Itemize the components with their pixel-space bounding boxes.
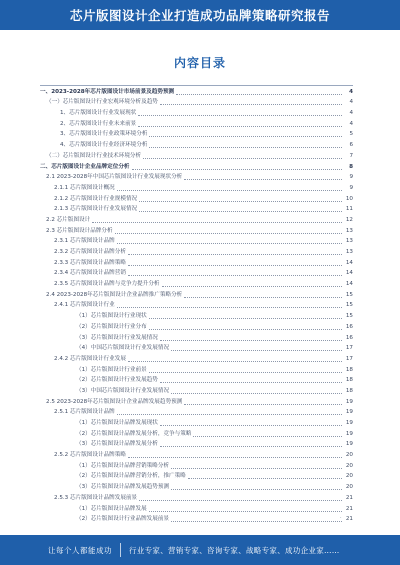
toc-entry-page: 14 xyxy=(345,270,353,277)
toc-entry-title: （一）芯片版图设计行业宏观环境分析及趋势 xyxy=(46,99,158,106)
toc-entry-title: （2）芯片版图设计行业发展趋势 xyxy=(76,377,158,384)
toc-entry[interactable] xyxy=(40,225,353,236)
toc-leader-dots xyxy=(171,521,342,522)
toc-entry-page: 21 xyxy=(345,505,353,512)
toc-entry-title: 2.3.4 芯片版图设计品牌营销 xyxy=(54,270,126,277)
toc-entry-page: 20 xyxy=(345,462,353,469)
toc-entry-title: 2.5 2023-2028年芯片版图设计企业品牌发展趋势预测 xyxy=(46,398,183,405)
toc-entry[interactable] xyxy=(40,204,353,215)
toc-entry-title: （2）芯片版图设计品牌营销分析，推广策略 xyxy=(76,473,186,480)
toc-entry-title: 4、芯片版图设计行业经济环境分析 xyxy=(60,142,148,149)
toc-entry[interactable] xyxy=(40,396,353,407)
toc-leader-dots xyxy=(117,414,342,415)
toc-entry[interactable] xyxy=(40,460,353,471)
toc-leader-dots xyxy=(160,425,342,426)
toc-entry[interactable] xyxy=(40,257,353,268)
toc-entry-page: 16 xyxy=(345,323,353,330)
toc-entry-title: （1）芯片版图设计行业现状 xyxy=(76,313,147,320)
toc-entry-page: 13 xyxy=(345,227,353,234)
toc-leader-dots xyxy=(184,297,342,298)
toc-entry-title: 2.1.2 芯片版图设计行业规模情况 xyxy=(54,195,138,202)
toc-entry-page: 15 xyxy=(345,313,353,320)
toc-entry-title: 2.5.3 芯片版图设计品牌发展前景 xyxy=(54,494,138,501)
toc-entry[interactable] xyxy=(40,214,353,225)
toc-leader-dots xyxy=(117,243,342,244)
report-title: 芯片版图设计企业打造成功品牌策略研究报告 xyxy=(69,8,330,23)
toc-entry-title: 3、芯片版图设计行业政策环境分析 xyxy=(60,131,148,138)
toc-entry-title: 2.4 2023-2028年芯片版图设计企业品牌推广策略分析 xyxy=(46,291,183,298)
toc-leader-dots xyxy=(128,361,342,362)
toc-entry-page: 16 xyxy=(345,334,353,341)
toc-entry[interactable] xyxy=(40,481,353,492)
toc-entry-title: 1、芯片版图设计行业发展现状 xyxy=(60,110,137,117)
toc-leader-dots xyxy=(160,104,342,105)
toc-entry-page: 19 xyxy=(345,409,353,416)
toc-leader-dots xyxy=(139,211,342,212)
toc-entry[interactable] xyxy=(40,428,353,439)
toc-leader-dots xyxy=(132,169,342,170)
toc-leader-dots xyxy=(171,393,342,394)
toc-entry-page: 19 xyxy=(345,441,353,448)
toc-entry-title: （1）芯片版图设计行业前景 xyxy=(76,366,147,373)
toc-entry-title: （1）芯片版图设计品牌发展现状 xyxy=(76,420,158,426)
toc-leader-dots xyxy=(117,190,342,191)
toc-entry-title: 2.1.1 芯片版图设计概况 xyxy=(54,184,115,191)
toc-entry[interactable] xyxy=(40,353,353,364)
toc-leader-dots xyxy=(193,436,342,437)
toc-entry[interactable] xyxy=(40,385,353,396)
toc-entry-title: （3）中国芯片版图设计行业发展情况 xyxy=(76,387,170,394)
toc-entry-page: 15 xyxy=(345,291,353,298)
toc-entry-page: 18 xyxy=(345,377,353,384)
toc-entry-title: 2、芯片版图设计行业未来前景 xyxy=(60,120,137,127)
toc-entry-title: 2.4.1 芯片版图设计行业 xyxy=(54,302,115,309)
toc-entry-title: （1）芯片版图设计品牌营销策略分析 xyxy=(76,462,170,469)
toc-entry-page: 14 xyxy=(345,281,353,288)
toc-entry-page: 20 xyxy=(345,452,353,459)
toc-leader-dots xyxy=(115,233,342,234)
toc-entry[interactable] xyxy=(40,97,353,108)
toc-entry-title: （2）芯片版图设计行业分布 xyxy=(76,323,147,330)
toc-entry-page: 20 xyxy=(345,484,353,491)
toc-leader-dots xyxy=(117,307,342,308)
toc-entry-page: 12 xyxy=(345,216,353,223)
footer-slogan: 让每个人都能成功 xyxy=(48,545,112,555)
toc-entry[interactable] xyxy=(40,503,353,514)
toc-leader-dots xyxy=(188,478,342,479)
toc-leader-dots xyxy=(128,254,342,255)
toc-entry-page: 21 xyxy=(345,516,353,523)
toc-entry[interactable] xyxy=(40,514,353,525)
toc-entry-title: 二、芯片版图设计企业品牌定位分析 xyxy=(40,163,130,170)
toc-entry-title: 2.2 芯片版图设计 xyxy=(46,216,91,223)
toc-entry-title: （3）芯片版图设计行业发展情况 xyxy=(76,334,158,341)
toc-entry-title: 一、2023-2028年芯片版图设计市场前景及趋势预测 xyxy=(40,88,175,95)
toc-entry-page: 21 xyxy=(345,494,353,501)
report-footer-bar xyxy=(0,535,400,565)
toc-entry[interactable] xyxy=(40,172,353,183)
toc-entry[interactable] xyxy=(40,289,353,300)
toc-entry-title: 2.3.1 芯片版图设计品牌 xyxy=(54,238,115,245)
toc-entry-title: 2.3.2 芯片版图设计品牌分析 xyxy=(54,249,126,255)
toc-entry-page: 4 xyxy=(349,120,353,127)
toc-leader-dots xyxy=(149,372,342,373)
toc-heading: 内容目录 xyxy=(173,56,226,70)
toc-entry[interactable] xyxy=(40,182,353,193)
toc-entry[interactable] xyxy=(40,246,353,257)
toc-entry[interactable] xyxy=(40,375,353,386)
toc-entry-page: 8 xyxy=(349,163,353,170)
footer-services: 行业专家、营销专家、咨询专家、战略专家、成功企业家…… xyxy=(129,545,340,555)
toc-entry-page: 4 xyxy=(349,99,353,106)
toc-entry-title: 2.3.5 芯片版图设计品牌与竞争力提升分析 xyxy=(54,281,160,288)
toc-entry-page: 9 xyxy=(349,184,353,191)
toc-leader-dots xyxy=(184,404,342,405)
toc-leader-dots xyxy=(149,147,342,148)
toc-entry-title: （二）芯片版图设计行业技术环境分析 xyxy=(46,152,142,159)
toc-entry-page: 6 xyxy=(349,142,353,149)
toc-entry-page: 20 xyxy=(345,473,353,480)
toc-entry-title: 2.4.2 芯片版图设计行业发展 xyxy=(54,355,126,362)
toc-entry[interactable] xyxy=(40,364,353,375)
toc-entry-title: （2）芯片版图设计行业品牌发展前景 xyxy=(76,516,170,523)
toc-entry-title: 2.1.3 芯片版图设计行业发展情况 xyxy=(54,206,138,213)
toc-leader-dots xyxy=(149,136,342,137)
toc-leader-dots xyxy=(128,275,342,276)
toc-entry-title: （3）芯片版图设计品牌发展趋势预测 xyxy=(76,484,170,491)
toc-leader-dots xyxy=(139,500,342,501)
toc-leader-dots xyxy=(149,318,342,319)
toc-entry-page: 4 xyxy=(349,110,353,117)
toc-entry-page: 17 xyxy=(345,355,353,362)
toc-entry[interactable] xyxy=(40,193,353,204)
report-header-bar xyxy=(0,0,400,30)
toc-entry-title: 2.5.1 芯片版图设计品牌 xyxy=(54,409,115,416)
toc-entry-title: （1）芯片版图设计品牌发展 xyxy=(76,505,147,512)
toc-entry[interactable] xyxy=(40,150,353,161)
toc-entry-page: 11 xyxy=(345,206,353,213)
toc-entry-page: 17 xyxy=(345,345,353,352)
toc-entry[interactable] xyxy=(40,407,353,418)
toc-entry-page: 9 xyxy=(349,174,353,181)
table-of-contents xyxy=(40,85,353,524)
toc-entry[interactable] xyxy=(40,343,353,354)
toc-entry-page: 18 xyxy=(345,387,353,394)
toc-leader-dots xyxy=(149,511,342,512)
toc-leader-dots xyxy=(160,446,342,447)
toc-entry[interactable] xyxy=(40,118,353,129)
toc-entry-page: 15 xyxy=(345,302,353,309)
toc-entry[interactable] xyxy=(40,129,353,140)
toc-entry-page: 18 xyxy=(345,366,353,373)
toc-entry-page: 4 xyxy=(349,88,353,95)
toc-entry-page: 19 xyxy=(345,420,353,426)
toc-entry[interactable] xyxy=(40,161,353,172)
toc-entry[interactable] xyxy=(40,321,353,332)
toc-entry-page: 5 xyxy=(349,131,353,138)
toc-entry-title: 2.1 2023-2028年中国芯片版图设计行业发展现状分析 xyxy=(46,174,183,181)
toc-entry-page: 13 xyxy=(345,238,353,245)
toc-entry-page: 19 xyxy=(345,398,353,405)
toc-entry-title: （2）芯片版图设计品牌发展分析，竞争与策略 xyxy=(76,430,192,437)
toc-entry-title: 2.3 芯片版图设计品牌分析 xyxy=(46,227,113,234)
toc-entry[interactable] xyxy=(40,449,353,460)
toc-entry[interactable] xyxy=(40,332,353,343)
toc-leader-dots xyxy=(160,382,342,383)
toc-leader-dots xyxy=(162,286,342,287)
toc-leader-dots xyxy=(149,329,342,330)
toc-entry[interactable] xyxy=(40,236,353,247)
toc-entry-title: 2.5.2 芯片版图设计品牌策略 xyxy=(54,452,126,459)
toc-entry[interactable] xyxy=(40,268,353,279)
toc-entry-page: 7 xyxy=(349,152,353,159)
toc-entry[interactable] xyxy=(40,300,353,311)
toc-entry-page: 14 xyxy=(345,259,353,266)
toc-entry[interactable] xyxy=(40,139,353,150)
toc-leader-dots xyxy=(139,201,342,202)
toc-entry[interactable] xyxy=(40,471,353,482)
toc-entry-page: 13 xyxy=(345,249,353,255)
toc-leader-dots xyxy=(160,340,342,341)
toc-entry-title: 2.3.3 芯片版图设计品牌策略 xyxy=(54,259,126,266)
toc-leader-dots xyxy=(138,115,342,116)
page-marker: · xyxy=(340,515,342,521)
toc-entry[interactable] xyxy=(40,310,353,321)
toc-entry[interactable] xyxy=(40,86,353,97)
toc-leader-dots xyxy=(128,457,342,458)
toc-leader-dots xyxy=(171,350,342,351)
toc-entry-title: （4）中国芯片版图设计行业发展情况 xyxy=(76,345,170,352)
toc-leader-dots xyxy=(171,489,342,490)
footer-divider xyxy=(120,543,121,557)
toc-entry-page: 19 xyxy=(345,430,353,437)
toc-entry[interactable] xyxy=(40,417,353,428)
toc-entry[interactable] xyxy=(40,278,353,289)
toc-leader-dots xyxy=(176,94,342,95)
toc-entry[interactable] xyxy=(40,107,353,118)
toc-entry[interactable] xyxy=(40,492,353,503)
toc-leader-dots xyxy=(92,222,342,223)
toc-entry[interactable] xyxy=(40,439,353,450)
toc-leader-dots xyxy=(138,126,342,127)
toc-entry-page: 10 xyxy=(345,195,353,202)
toc-leader-dots xyxy=(171,468,342,469)
toc-leader-dots xyxy=(143,158,342,159)
toc-leader-dots xyxy=(184,179,342,180)
toc-entry-title: （3）芯片版图设计品牌发展分析 xyxy=(76,441,158,448)
toc-leader-dots xyxy=(128,265,342,266)
